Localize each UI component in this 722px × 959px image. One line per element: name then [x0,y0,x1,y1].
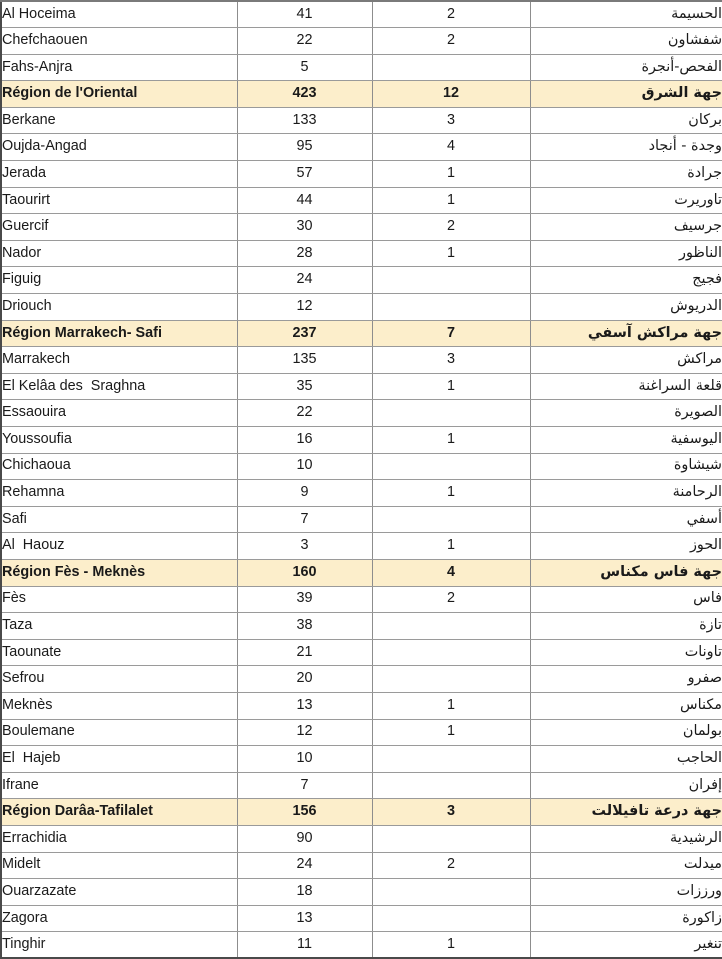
confirmed-cases-cell: 22 [237,28,372,55]
confirmed-cases-cell: 18 [237,879,372,906]
deaths-cell: 1 [372,480,530,507]
province-name-arabic-cell: زاكورة [530,905,722,932]
deaths-cell: 1 [372,373,530,400]
confirmed-cases-cell: 30 [237,214,372,241]
deaths-cell: 1 [372,161,530,188]
region-name-cell: Région Fès - Meknès [1,559,237,586]
province-name-cell: El Hajeb [1,746,237,773]
province-name-cell: Taza [1,613,237,640]
province-name-arabic-cell: الرشيدية [530,825,722,852]
deaths-cell [372,746,530,773]
region-name-cell: Région Marrakech- Safi [1,320,237,347]
province-name-arabic-cell: الحسيمة [530,1,722,28]
deaths-cell [372,294,530,321]
confirmed-cases-cell: 7 [237,506,372,533]
confirmed-cases-cell: 10 [237,746,372,773]
region-summary-row [1,320,722,347]
deaths-cell [372,666,530,693]
province-name-cell: Fahs-Anjra [1,54,237,81]
table-row [1,28,722,55]
table-row [1,506,722,533]
table-row [1,161,722,188]
confirmed-cases-cell: 160 [237,559,372,586]
deaths-cell: 4 [372,134,530,161]
province-name-cell: Zagora [1,905,237,932]
province-name-arabic-cell: أسفي [530,506,722,533]
region-summary-row [1,799,722,826]
table-row [1,214,722,241]
province-name-cell: Safi [1,506,237,533]
deaths-cell [372,772,530,799]
confirmed-cases-cell: 28 [237,240,372,267]
confirmed-cases-cell: 13 [237,905,372,932]
region-name-arabic-cell: جهة الشرق [530,81,722,108]
province-name-arabic-cell: تنغير [530,932,722,959]
table-body [1,1,722,958]
deaths-cell [372,613,530,640]
province-name-cell: Ouarzazate [1,879,237,906]
deaths-cell: 1 [372,533,530,560]
deaths-cell: 4 [372,559,530,586]
region-name-arabic-cell: جهة درعة تافيلالت [530,799,722,826]
province-name-cell: Midelt [1,852,237,879]
confirmed-cases-cell: 133 [237,107,372,134]
province-name-cell: Al Haouz [1,533,237,560]
deaths-cell [372,400,530,427]
province-name-arabic-cell: ورززات [530,879,722,906]
deaths-cell: 1 [372,187,530,214]
deaths-cell: 2 [372,1,530,28]
deaths-cell: 7 [372,320,530,347]
table-row [1,240,722,267]
table-row [1,1,722,28]
confirmed-cases-cell: 39 [237,586,372,613]
province-name-cell: Sefrou [1,666,237,693]
province-name-arabic-cell: الناظور [530,240,722,267]
table-row [1,692,722,719]
deaths-cell [372,905,530,932]
table-row [1,267,722,294]
deaths-cell [372,879,530,906]
deaths-cell: 1 [372,427,530,454]
province-name-cell: Chichaoua [1,453,237,480]
confirmed-cases-cell: 10 [237,453,372,480]
table-row [1,400,722,427]
province-name-arabic-cell: ميدلت [530,852,722,879]
confirmed-cases-cell: 20 [237,666,372,693]
region-name-cell: Région de l'Oriental [1,81,237,108]
confirmed-cases-cell: 21 [237,639,372,666]
confirmed-cases-cell: 41 [237,1,372,28]
table-row [1,905,722,932]
table-row [1,719,722,746]
province-name-cell: Figuig [1,267,237,294]
deaths-cell: 1 [372,692,530,719]
table-row [1,134,722,161]
province-name-arabic-cell: جرادة [530,161,722,188]
deaths-cell: 12 [372,81,530,108]
deaths-cell: 3 [372,799,530,826]
table-row [1,373,722,400]
table-row [1,639,722,666]
table-row [1,107,722,134]
region-summary-row [1,81,722,108]
province-name-arabic-cell: تازة [530,613,722,640]
table-row [1,533,722,560]
confirmed-cases-cell: 9 [237,480,372,507]
confirmed-cases-cell: 57 [237,161,372,188]
confirmed-cases-cell: 24 [237,852,372,879]
province-name-cell: Chefchaouen [1,28,237,55]
province-name-cell: Jerada [1,161,237,188]
deaths-cell: 2 [372,586,530,613]
province-name-arabic-cell: إفران [530,772,722,799]
confirmed-cases-cell: 90 [237,825,372,852]
deaths-cell [372,506,530,533]
province-name-arabic-cell: بركان [530,107,722,134]
table-row [1,453,722,480]
confirmed-cases-cell: 11 [237,932,372,959]
province-name-cell: Meknès [1,692,237,719]
province-name-cell: Ifrane [1,772,237,799]
province-name-arabic-cell: مراكش [530,347,722,374]
confirmed-cases-cell: 5 [237,54,372,81]
province-name-arabic-cell: شيشاوة [530,453,722,480]
deaths-cell [372,267,530,294]
province-name-arabic-cell: اليوسفية [530,427,722,454]
province-name-arabic-cell: الرحامنة [530,480,722,507]
province-name-cell: Taourirt [1,187,237,214]
province-name-cell: Marrakech [1,347,237,374]
province-name-cell: Taounate [1,639,237,666]
table-row [1,932,722,959]
province-name-arabic-cell: الفحص-أنجرة [530,54,722,81]
table-row [1,586,722,613]
confirmed-cases-cell: 24 [237,267,372,294]
table-row [1,427,722,454]
deaths-cell: 3 [372,347,530,374]
table-row [1,54,722,81]
confirmed-cases-cell: 7 [237,772,372,799]
deaths-cell: 3 [372,107,530,134]
province-name-cell: Fès [1,586,237,613]
confirmed-cases-cell: 13 [237,692,372,719]
province-name-arabic-cell: قلعة السراغنة [530,373,722,400]
deaths-cell: 2 [372,852,530,879]
table-row [1,187,722,214]
province-name-arabic-cell: الصويرة [530,400,722,427]
region-name-arabic-cell: جهة فاس مكناس [530,559,722,586]
province-name-cell: Nador [1,240,237,267]
deaths-cell: 1 [372,240,530,267]
deaths-cell: 1 [372,719,530,746]
deaths-cell: 1 [372,932,530,959]
confirmed-cases-cell: 35 [237,373,372,400]
province-name-cell: Driouch [1,294,237,321]
province-name-arabic-cell: تاوريرت [530,187,722,214]
deaths-cell [372,639,530,666]
table-row [1,825,722,852]
table-row [1,294,722,321]
table-row [1,879,722,906]
confirmed-cases-cell: 135 [237,347,372,374]
confirmed-cases-cell: 156 [237,799,372,826]
deaths-cell [372,453,530,480]
confirmed-cases-cell: 12 [237,719,372,746]
table-row [1,852,722,879]
province-name-arabic-cell: جرسيف [530,214,722,241]
province-name-arabic-cell: فاس [530,586,722,613]
province-name-cell: El Kelâa des Sraghna [1,373,237,400]
table-row [1,480,722,507]
deaths-cell: 2 [372,214,530,241]
province-name-cell: Essaouira [1,400,237,427]
province-name-arabic-cell: بولمان [530,719,722,746]
region-name-arabic-cell: جهة مراكش آسفي [530,320,722,347]
region-summary-row [1,559,722,586]
table-row [1,613,722,640]
confirmed-cases-cell: 12 [237,294,372,321]
province-name-cell: Al Hoceima [1,1,237,28]
confirmed-cases-cell: 16 [237,427,372,454]
province-name-cell: Guercif [1,214,237,241]
province-name-arabic-cell: الحاجب [530,746,722,773]
province-name-arabic-cell: شفشاون [530,28,722,55]
confirmed-cases-cell: 237 [237,320,372,347]
province-name-cell: Tinghir [1,932,237,959]
deaths-cell [372,825,530,852]
province-name-cell: Oujda-Angad [1,134,237,161]
province-name-cell: Youssoufia [1,427,237,454]
confirmed-cases-cell: 95 [237,134,372,161]
province-name-cell: Berkane [1,107,237,134]
province-name-arabic-cell: مكناس [530,692,722,719]
table-row [1,666,722,693]
deaths-cell: 2 [372,28,530,55]
deaths-cell [372,54,530,81]
province-name-arabic-cell: صفرو [530,666,722,693]
region-name-cell: Région Darâa-Tafilalet [1,799,237,826]
table-row [1,347,722,374]
table-row [1,772,722,799]
province-name-arabic-cell: وجدة - أنجاد [530,134,722,161]
confirmed-cases-cell: 22 [237,400,372,427]
confirmed-cases-cell: 3 [237,533,372,560]
province-name-arabic-cell: فجيج [530,267,722,294]
province-name-arabic-cell: الدريوش [530,294,722,321]
confirmed-cases-cell: 44 [237,187,372,214]
province-name-cell: Errachidia [1,825,237,852]
province-name-arabic-cell: الحوز [530,533,722,560]
province-name-cell: Boulemane [1,719,237,746]
confirmed-cases-cell: 38 [237,613,372,640]
province-name-arabic-cell: تاونات [530,639,722,666]
province-name-cell: Rehamna [1,480,237,507]
confirmed-cases-cell: 423 [237,81,372,108]
table-row [1,746,722,773]
